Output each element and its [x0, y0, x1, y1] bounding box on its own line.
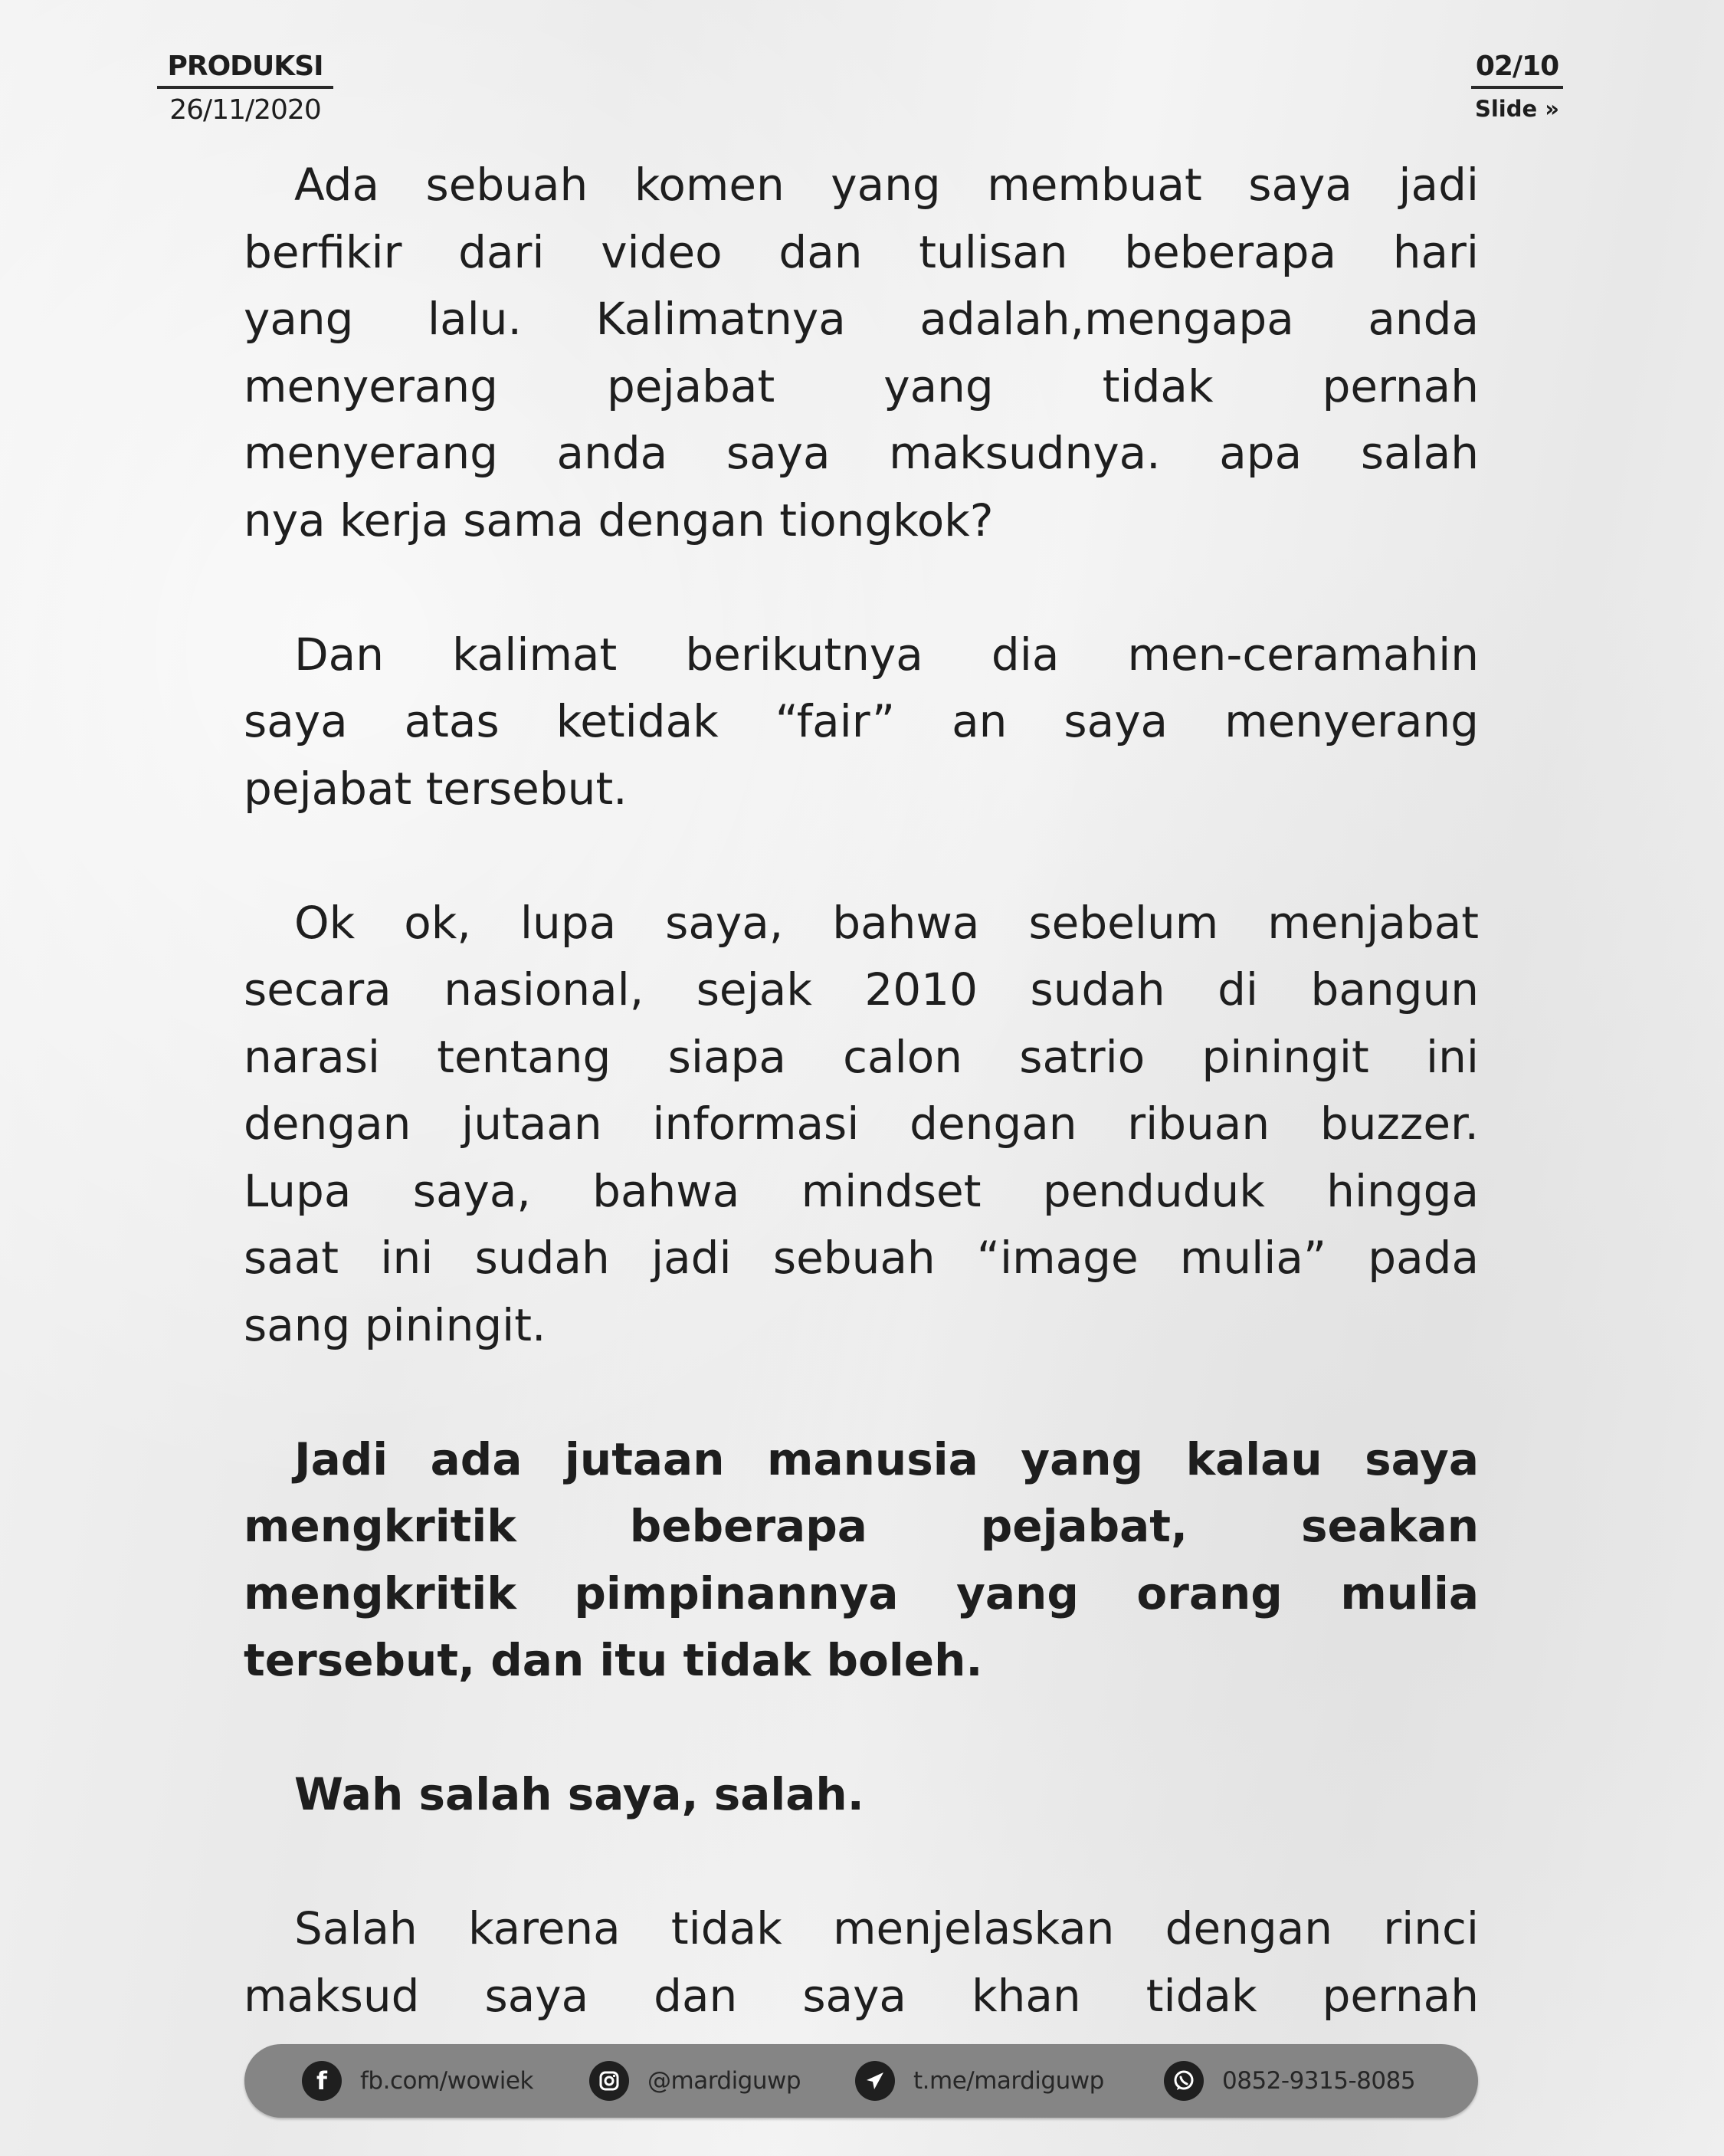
article-body — [244, 152, 1479, 2097]
text-line: dengan jutaan informasi dengan ribuan buzzer. — [244, 1098, 1479, 1150]
telegram-handle: t.me/mardiguwp — [913, 2067, 1104, 2095]
text-line: sang piningit. — [244, 1298, 546, 1351]
text-line: Ok ok, lupa saya, bahwa sebelum menjabat — [294, 896, 1479, 949]
footer-item-facebook[interactable] — [302, 2044, 533, 2118]
text-line: saat ini sudah jadi sebuah “image mulia” pada — [244, 1232, 1479, 1284]
category-label: PRODUKSI — [167, 51, 323, 82]
text-line: Lupa saya, bahwa mindset penduduk hingga — [244, 1164, 1479, 1217]
text-line: Ada sebuah komen yang membuat saya jadi — [294, 159, 1479, 211]
text-line: narasi tentang siapa calon satrio piningit ini — [244, 1030, 1479, 1083]
footer-item-instagram[interactable] — [589, 2044, 801, 2118]
slide-next-label: Slide » — [1474, 96, 1560, 122]
text-line: mengkritik pimpinannya yang orang mulia — [244, 1567, 1479, 1619]
text-line: yang lalu. Kalimatnya adalah,mengapa anda — [244, 293, 1479, 345]
text-line: tersebut, dan itu tidak boleh. — [244, 1634, 983, 1686]
text-line: mengkritik beberapa pejabat, seakan — [244, 1500, 1479, 1552]
paragraph — [244, 890, 1479, 1360]
text-line: Jadi ada jutaan manusia yang kalau saya — [294, 1432, 1479, 1485]
facebook-icon: f — [302, 2061, 342, 2101]
instagram-icon — [589, 2061, 629, 2101]
text-line: secara nasional, sejak 2010 sudah di bangun — [244, 963, 1479, 1016]
paragraph — [244, 152, 1479, 554]
whatsapp-number: 0852-9315-8085 — [1222, 2067, 1416, 2095]
divider — [1471, 86, 1563, 89]
divider — [157, 86, 333, 89]
footer-item-telegram[interactable] — [855, 2044, 1104, 2118]
text-line: pejabat tersebut. — [244, 762, 628, 815]
text-line: Salah karena tidak menjelaskan dengan rinci — [294, 1902, 1479, 1954]
date-label: 26/11/2020 — [169, 94, 321, 126]
paragraph — [244, 1426, 1479, 1695]
text-line: menyerang anda saya maksudnya. apa salah — [244, 427, 1479, 479]
header-left — [157, 49, 333, 127]
social-footer-bar — [244, 2044, 1478, 2118]
paragraph — [244, 1761, 1479, 1829]
instagram-handle: @mardiguwp — [647, 2067, 801, 2095]
text-line: menyerang pejabat yang tidak pernah — [244, 359, 1479, 412]
footer-item-whatsapp[interactable] — [1164, 2044, 1415, 2118]
facebook-handle: fb.com/wowiek — [360, 2067, 533, 2095]
text-line: saya atas ketidak “fair” an saya menyerang — [244, 695, 1479, 747]
text-line: berfikir dari video dan tulisan beberapa hari — [244, 225, 1479, 278]
text-line: Wah salah saya, salah. — [294, 1768, 864, 1820]
telegram-icon — [855, 2061, 895, 2101]
text-line: nya kerja sama dengan tiongkok? — [244, 494, 994, 546]
paragraph — [244, 622, 1479, 823]
page-counter: 02/10 — [1475, 51, 1559, 82]
whatsapp-icon — [1164, 2061, 1204, 2101]
text-line: maksud saya dan saya khan tidak pernah — [244, 1969, 1479, 2022]
header-right — [1471, 49, 1563, 124]
paragraph — [244, 1895, 1479, 2030]
text-line: Dan kalimat berikutnya dia men-ceramahin — [294, 628, 1479, 681]
